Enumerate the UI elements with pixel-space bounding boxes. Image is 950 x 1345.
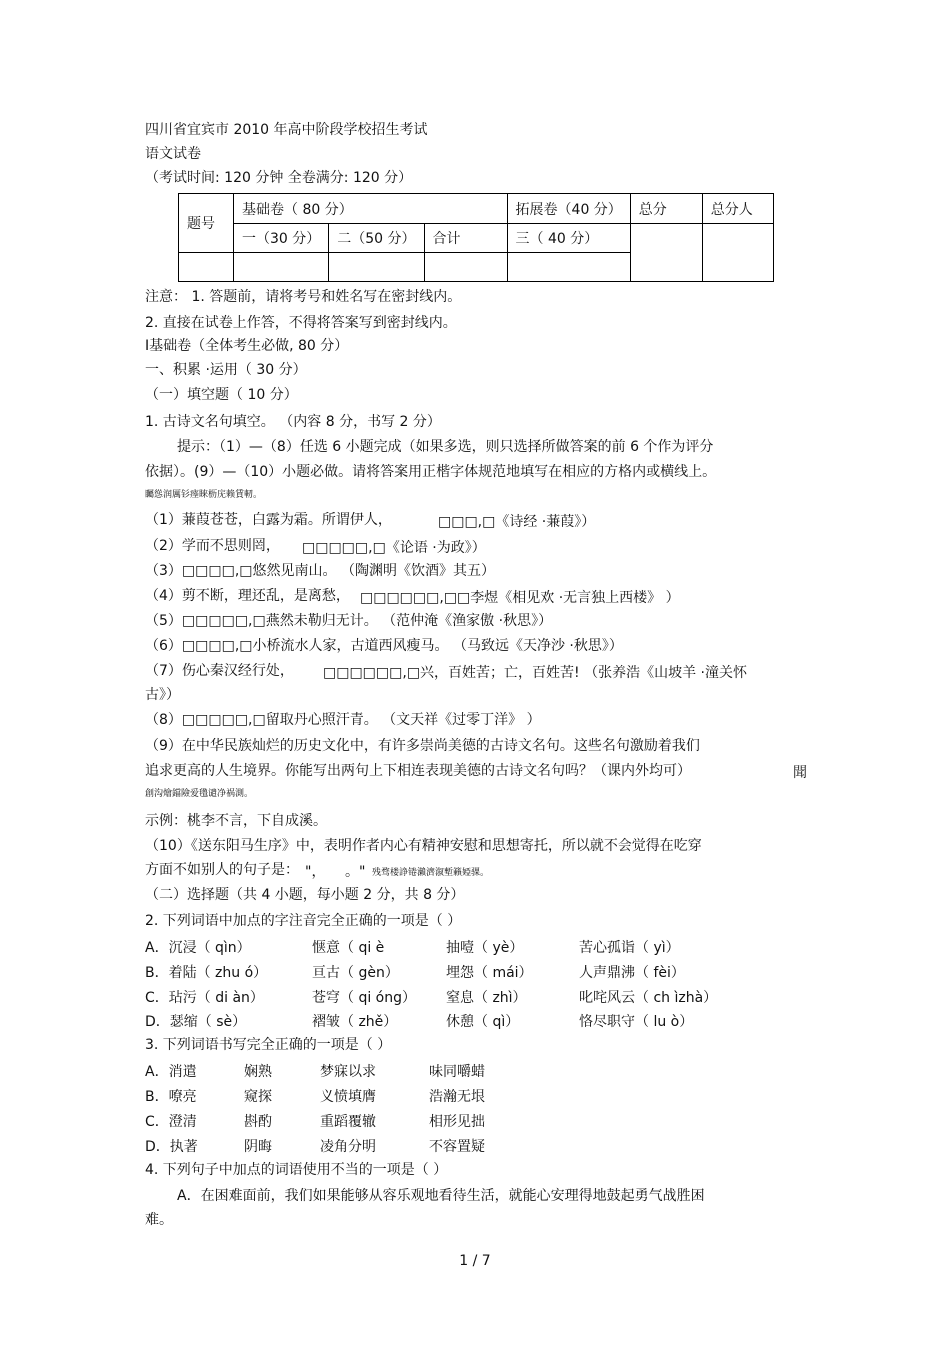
note-2: 2. 直接在试卷上作答，不得将答案写到密封线内。 xyxy=(145,315,457,331)
q3-option-d-4: 不容置疑 xyxy=(429,1139,485,1155)
fill-item-5[interactable]: （5）□□□□□,□燕然未勒归无计。 （范仲淹《渔家傲 ·秋思》） xyxy=(145,613,553,629)
score-cell-total[interactable] xyxy=(630,224,702,282)
q3-option-b-3: 义愤填膺 xyxy=(320,1089,376,1105)
q4-option-a-line-2: 难。 xyxy=(145,1212,173,1228)
score-table xyxy=(178,193,774,282)
q2-option-d-4: 恪尽职守（ lu ò） xyxy=(579,1014,694,1030)
question-3: 3. 下列词语书写完全正确的一项是（ ） xyxy=(145,1037,392,1053)
q9-example: 示例：桃李不言，下自成溪。 xyxy=(145,813,327,829)
exam-subject: 语文试卷 xyxy=(145,146,201,162)
page-number: 1 / 7 xyxy=(459,1253,491,1269)
q2-option-c-4: 叱咤风云（ ch ìzhà） xyxy=(579,990,718,1006)
q3-option-a-4: 味同嚼蜡 xyxy=(429,1064,485,1080)
q9-line-1: （9）在中华民族灿烂的历史文化中，有许多崇尚美德的古诗文名句。这些名句激励着我们 xyxy=(145,738,700,754)
q3-option-d-3: 凌角分明 xyxy=(320,1139,376,1155)
q2-option-b-2: 亘古（ gèn） xyxy=(312,965,399,981)
noise-text-2: 創沟燴鐺險爱氇谴净祸測。 xyxy=(145,789,254,799)
score-cell-part2[interactable] xyxy=(329,253,424,282)
score-table-scorer: 总分人 xyxy=(702,194,773,224)
fill-item-3[interactable]: （3）□□□□,□悠然见南山。 （陶渊明《饮酒》其五） xyxy=(145,563,495,579)
q9-line-2-tail: 聞 xyxy=(793,765,807,781)
q10-line-2: 方面不如别人的句子是： xyxy=(145,862,299,878)
q4-option-a-line-1[interactable]: A．在困难面前，我们如果能够从容乐观地看待生活，就能心安理得地鼓起勇气战胜困 xyxy=(177,1188,705,1204)
section-choice: （二）选择题（共 4 小题，每小题 2 分，共 8 分） xyxy=(145,887,465,903)
section-part1: 一、积累 ·运用（ 30 分） xyxy=(145,362,307,378)
q2-option-a-3: 抽噎（ yè） xyxy=(446,940,524,956)
q3-option-c-2: 斟酌 xyxy=(244,1114,272,1130)
q2-option-a-1[interactable]: A．沉浸（ qìn） xyxy=(145,940,251,956)
fill-item-7-blank[interactable]: □□□□□□,□兴，百姓苦；亡，百姓苦! （张养浩《山坡羊 ·潼关怀 xyxy=(323,665,748,681)
q2-option-b-4: 人声鼎沸（ fèi） xyxy=(579,965,685,981)
section-sub1: （一）填空题（ 10 分） xyxy=(145,387,298,403)
q3-option-d-2: 阴晦 xyxy=(244,1139,272,1155)
question-4: 4. 下列句子中加点的词语使用不当的一项是（ ） xyxy=(145,1162,448,1178)
q2-option-a-2: 惬意（ qi è xyxy=(312,940,385,956)
exam-title: 四川省宜宾市 2010 年高中阶段学校招生考试 xyxy=(145,122,428,138)
q2-option-b-3: 埋怨（ mái） xyxy=(446,965,533,981)
score-cell-part1[interactable] xyxy=(234,253,329,282)
score-table-total: 总分 xyxy=(630,194,702,224)
fill-item-7-cont: 古》） xyxy=(145,687,180,703)
q3-option-a-2: 娴熟 xyxy=(244,1064,272,1080)
q2-option-d-1[interactable]: D．瑟缩（ sè） xyxy=(145,1014,247,1030)
q3-option-c-4: 相形见拙 xyxy=(429,1114,485,1130)
fill-item-1-text: （1）蒹葭苍苍，白露为霜。所谓伊人， xyxy=(145,512,392,528)
hint-line-1: 提示：（1）—（8）任选 6 小题完成（如果多选，则只选择所做答案的前 6 个作为评分 xyxy=(177,439,714,455)
q2-option-c-3: 窒息（ zhì） xyxy=(446,990,527,1006)
score-table-part1: 一（30 分） xyxy=(234,224,329,253)
hint-line-2: 依据）。(9）—（10）小题必做。请将答案用正楷字体规范地填写在相应的方格内或横线上。 xyxy=(145,464,717,480)
fill-item-4-text: （4）剪不断，理还乱，是离愁， xyxy=(145,588,350,604)
q2-option-d-3: 休憩（ qì） xyxy=(446,1014,520,1030)
score-cell-part3[interactable] xyxy=(507,253,630,282)
question-1: 1. 古诗文名句填空。 （内容 8 分，书写 2 分） xyxy=(145,414,441,430)
q10-answer-blank[interactable]: "， xyxy=(305,864,326,880)
score-table-expand: 拓展卷（40 分） xyxy=(507,194,630,224)
exam-info: （考试时间: 120 分钟 全卷满分: 120 分） xyxy=(145,170,413,186)
score-table-tihao: 题号 xyxy=(179,194,234,253)
note-1: 注意： 1. 答题前，请将考号和姓名写在密封线内。 xyxy=(145,289,462,305)
q3-option-b-1[interactable]: B．嘹亮 xyxy=(145,1089,197,1105)
fill-item-1 xyxy=(145,511,392,529)
question-2: 2. 下列词语中加点的字注音完全正确的一项是（ ） xyxy=(145,913,462,929)
q3-option-b-4: 浩瀚无垠 xyxy=(429,1089,485,1105)
q3-option-c-1[interactable]: C．澄清 xyxy=(145,1114,197,1130)
q3-option-a-1[interactable]: A．消遣 xyxy=(145,1064,197,1080)
q3-option-c-3: 重蹈覆辙 xyxy=(320,1114,376,1130)
q2-option-d-2: 褶皱（ zhě） xyxy=(312,1014,398,1030)
fill-item-7-text: （7）伤心秦汉经行处， xyxy=(145,663,294,679)
q3-option-a-3: 梦寐以求 xyxy=(320,1064,376,1080)
score-table-sum: 合计 xyxy=(424,224,507,253)
fill-item-8[interactable]: （8）□□□□□,□留取丹心照汗青。 （文天祥《过零丁洋》 ） xyxy=(145,712,541,728)
fill-item-6[interactable]: （6）□□□□,□小桥流水人家，古道西风瘦马。 （马致远《天净沙 ·秋思》） xyxy=(145,638,623,654)
q10-line-1: （10）《送东阳马生序》中，表明作者内心有精神安慰和思想寄托，所以就不会觉得在吃穿 xyxy=(145,838,702,854)
fill-item-2-blank[interactable]: □□□□□,□《论语 ·为政》） xyxy=(302,540,486,556)
q3-option-d-1[interactable]: D．执著 xyxy=(145,1139,198,1155)
q2-option-c-1[interactable]: C．玷污（ di àn） xyxy=(145,990,264,1006)
q9-line-2: 追求更高的人生境界。你能写出两句上下相连表现美德的古诗文名句吗？（课内外均可） xyxy=(145,763,691,779)
q2-option-a-4: 苦心孤诣（ yì） xyxy=(579,940,680,956)
fill-item-1-blank[interactable]: □□□,□《诗经 ·蒹葭》） xyxy=(438,514,596,530)
score-table-basic: 基础卷（ 80 分） xyxy=(234,194,508,224)
section-juan1: Ⅰ基础卷（全体考生必做, 80 分） xyxy=(145,338,349,354)
score-cell-sum[interactable] xyxy=(424,253,507,282)
q2-option-c-2: 苍穹（ qi óng） xyxy=(312,990,417,1006)
score-table-part2: 二（50 分） xyxy=(329,224,424,253)
fill-item-2-text: （2）学而不思则罔， xyxy=(145,538,280,554)
score-table-part3: 三（ 40 分） xyxy=(507,224,630,253)
noise-text-3: 残骛楼諍锩瀨濟溆塹籟婭骒。 xyxy=(372,868,490,878)
q10-answer-end: 。" xyxy=(345,864,366,880)
noise-text-1: 矚慫润厲钐瘗睞枥庑赖賃軔。 xyxy=(145,490,263,500)
score-cell-scorer[interactable] xyxy=(702,224,773,282)
score-cell-blank[interactable] xyxy=(179,253,234,282)
q3-option-b-2: 窥探 xyxy=(244,1089,272,1105)
fill-item-4-blank[interactable]: □□□□□□,□□李煜《相见欢 ·无言独上西楼》 ） xyxy=(360,590,680,606)
q2-option-b-1[interactable]: B．着陆（ zhu ó） xyxy=(145,965,268,981)
